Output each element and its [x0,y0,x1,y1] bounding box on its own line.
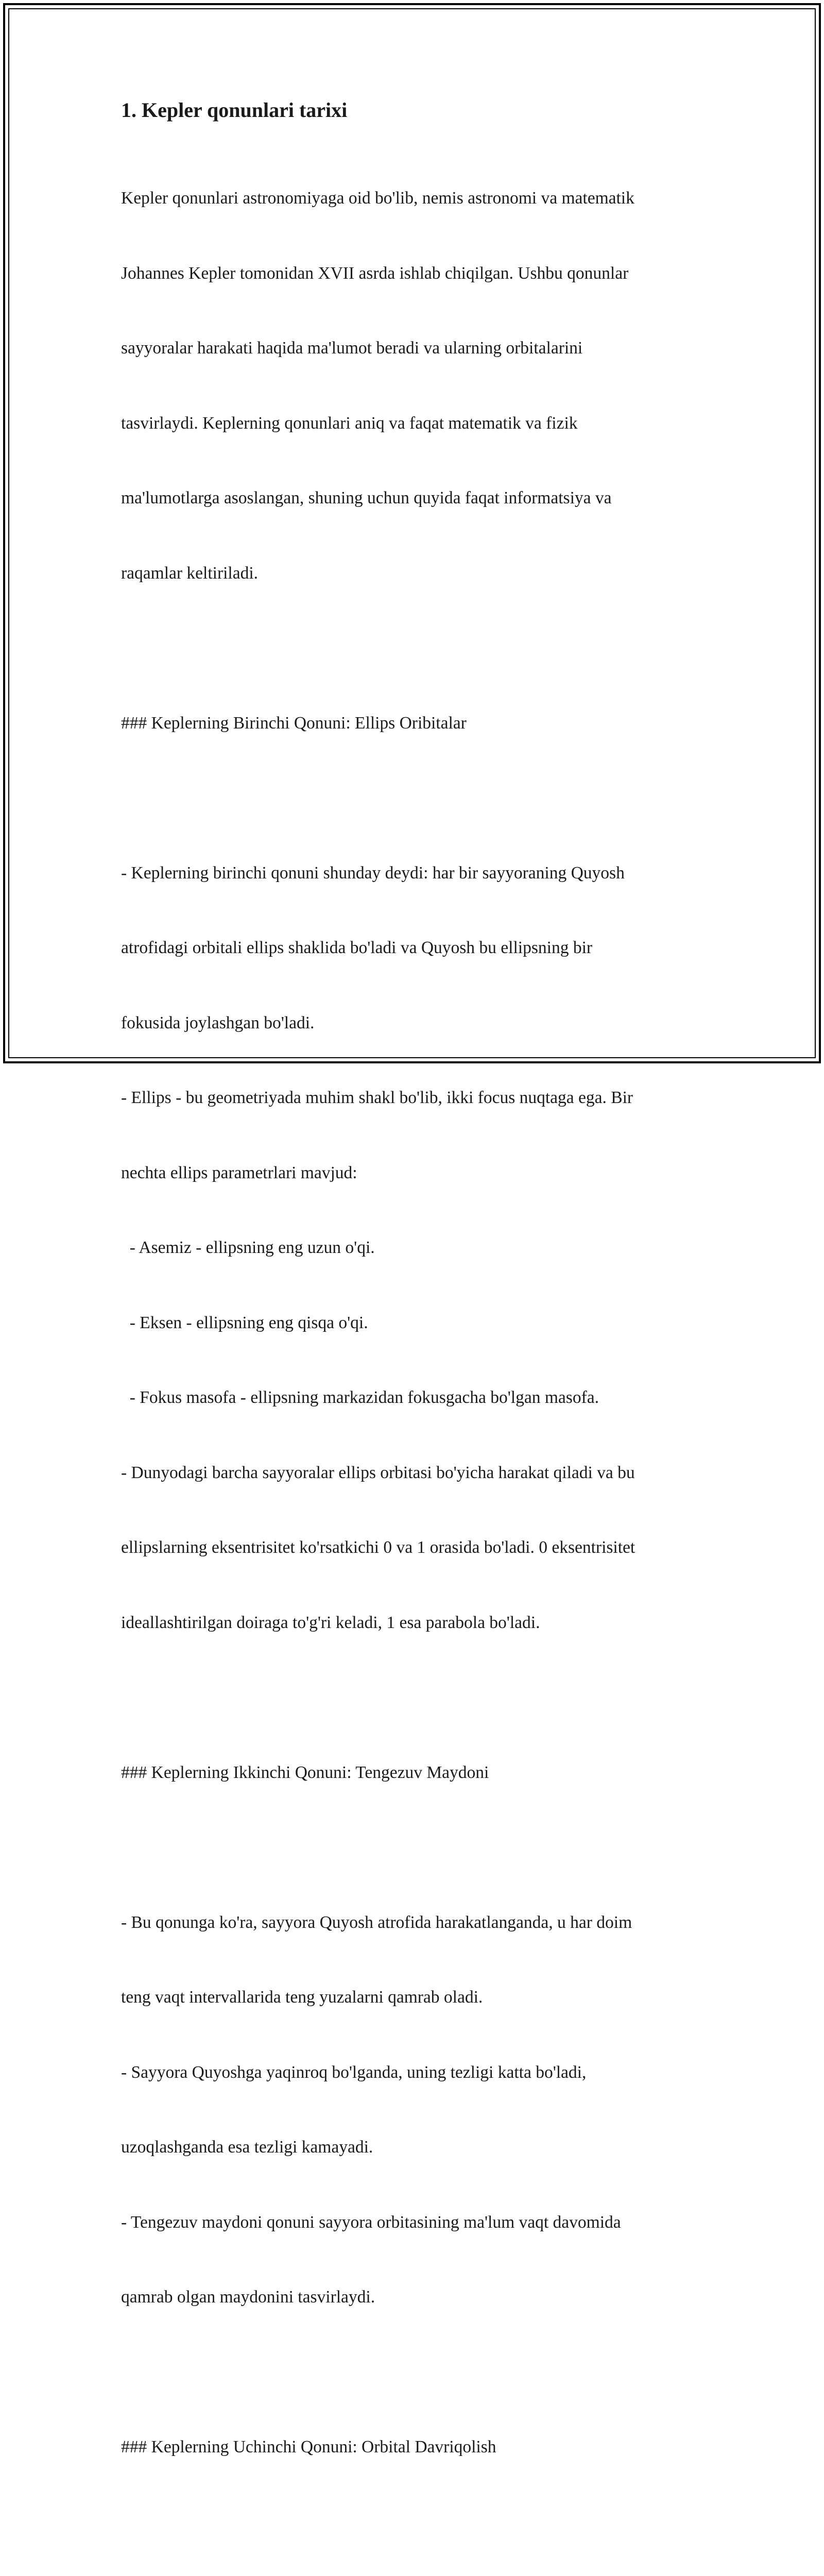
text-line: - Asemiz - ellipsning eng uzun o'qi. [121,1238,375,1257]
section-heading: ### Keplerning Ikkinchi Qonuni: Tengezuv Maydoni [121,1762,489,1782]
text-line: fokusida joylashgan bo'ladi. [121,1013,315,1032]
blank-line [121,1835,708,1860]
text-line: - Keplerning birinchi qonuni shunday deydi: har bir sayyoraning Quyosh [121,863,625,883]
text-line: raqamlar keltiriladi. [121,563,259,583]
blank-line [121,2360,708,2385]
blank-line [121,786,708,811]
text-line: - Eksen - ellipsning eng qisqa o'qi. [121,1313,368,1332]
text-line: uzoqlashganda esa tezligi kamayadi. [121,2138,373,2157]
section-heading: ### Keplerning Birinchi Qonuni: Ellips Oribitalar [121,713,467,733]
text-line: Johannes Kepler tomonidan XVII asrda ishlab chiqilgan. Ushbu qonunlar [121,263,629,283]
text-line: qamrab olgan maydonini tasvirlaydi. [121,2287,375,2307]
text-line: - Dunyodagi barcha sayyoralar ellips orbitasi bo'yicha harakat qiladi va bu [121,1463,635,1482]
blank-line [121,636,708,661]
blank-line [121,1685,708,1710]
text-line: atrofidagi orbitali ellips shaklida bo'ladi va Quyosh bu ellipsning bir [121,938,593,957]
document-title: 1. Kepler qonunlari tarixi [121,98,348,122]
text-line: tasvirlaydi. Keplerning qonunlari aniq va faqat matematik va fizik [121,413,578,433]
text-line: sayyoralar harakati haqida ma'lumot beradi va ularning orbitalarini [121,338,583,358]
text-line: - Bu qonunga ko'ra, sayyora Quyosh atrofida harakatlanganda, u har doim [121,1912,632,1932]
text-line: ideallashtirilgan doiraga to'g'ri keladi, 1 esa parabola bo'ladi. [121,1613,540,1632]
section-heading: ### Keplerning Uchinchi Qonuni: Orbital Davriqolish [121,2437,496,2456]
text-line: ellipslarning eksentrisitet ko'rsatkichi 0 va 1 orasida bo'ladi. 0 eksentrisitet [121,1538,636,1557]
text-line: nechta ellips parametrlari mavjud: [121,1163,357,1182]
text-line: - Tengezuv maydoni qonuni sayyora orbitasining ma'lum vaqt davomida [121,2212,621,2232]
text-line: Kepler qonunlari astronomiyaga oid bo'lib, nemis astronomi va matematik [121,189,634,208]
blank-line [121,2510,708,2535]
text-line: teng vaqt intervallarida teng yuzalarni qamrab oladi. [121,1988,483,2007]
text-line: - Ellips - bu geometriyada muhim shakl bo'lib, ikki focus nuqtaga ega. Bir [121,1088,633,1107]
document-body [121,136,708,2576]
document-content [121,97,708,2576]
text-line: - Sayyora Quyoshga yaqinroq bo'lganda, uning tezligi katta bo'ladi, [121,2062,587,2082]
text-line: - Fokus masofa - ellipsning markazidan fokusgacha bo'lgan masofa. [121,1388,599,1407]
text-line: ma'lumotlarga asoslangan, shuning uchun quyida faqat informatsiya va [121,488,612,507]
